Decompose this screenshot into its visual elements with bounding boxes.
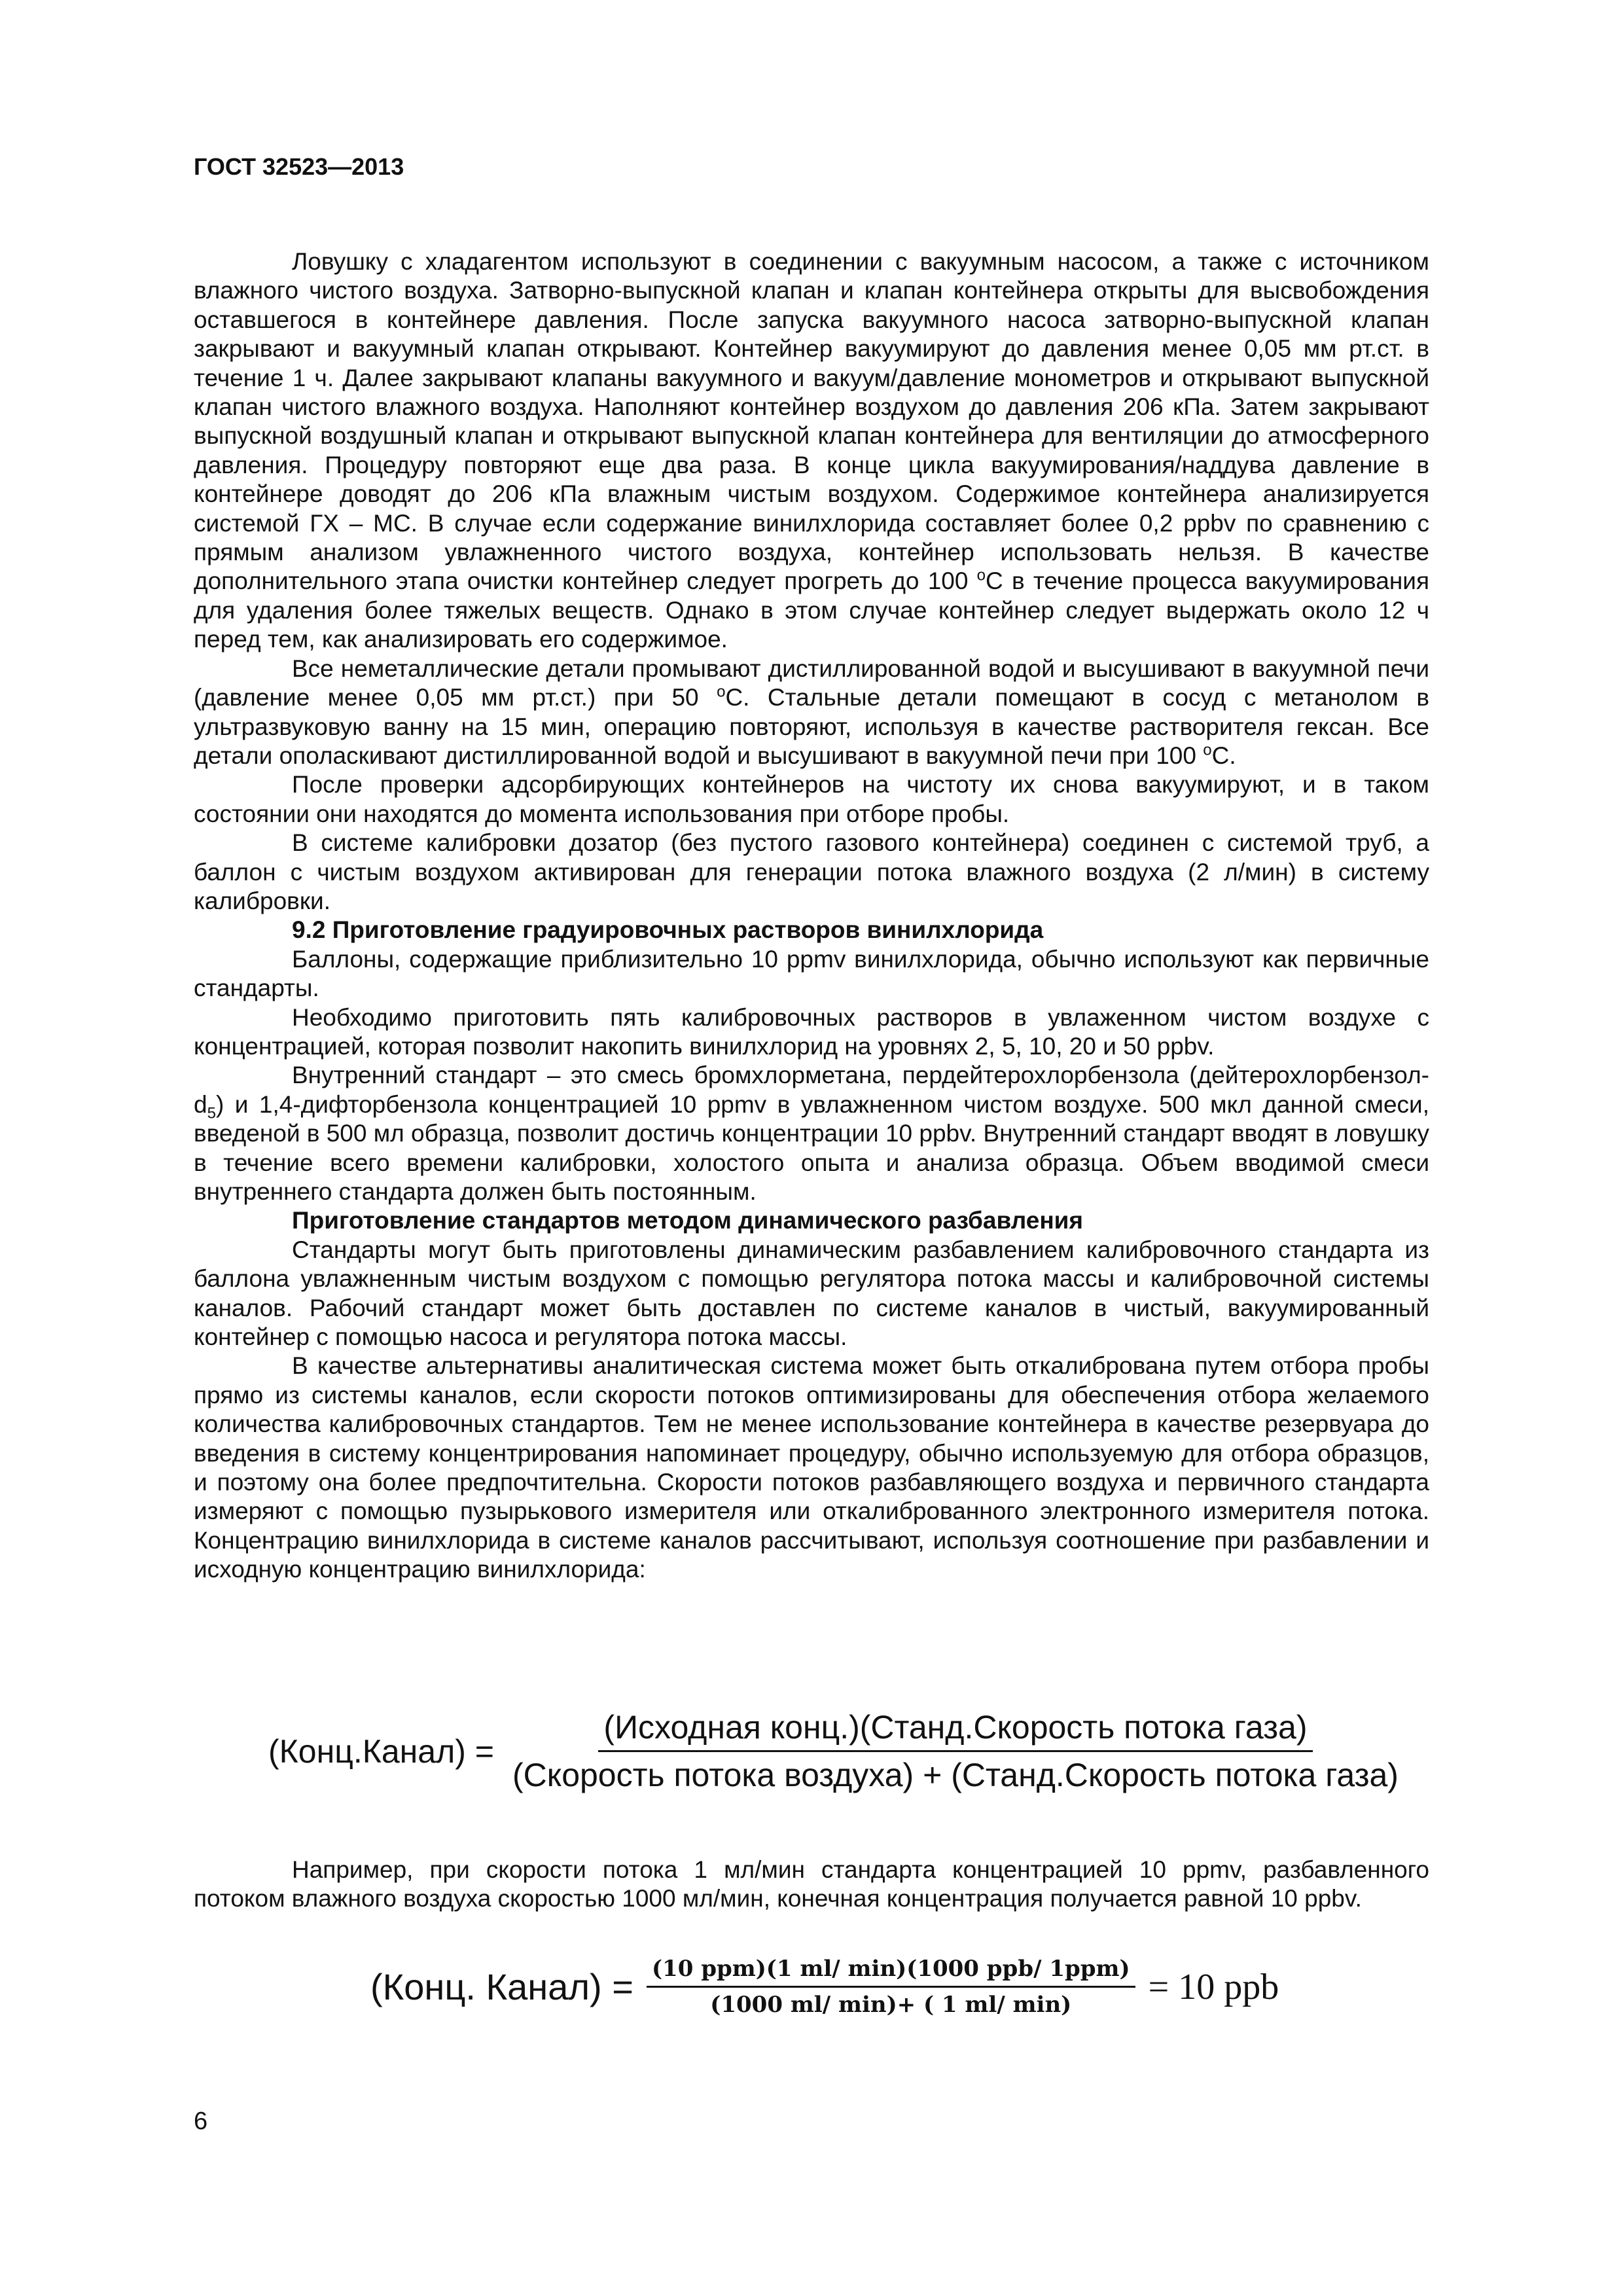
document-body bbox=[194, 247, 1429, 1585]
paragraph: В системе калибровки дозатор (без пустого газового контейнера) соединен с системой труб, а баллон с чистым воздухом активирован для генерации потока влажного воздуха (2 л/мин) в систему калибровки. bbox=[194, 829, 1429, 914]
subsection-heading: Приготовление стандартов методом динамического разбавления bbox=[292, 1207, 1084, 1234]
formula-numerator: (Исходная конц.)(Станд.Скорость потока газа) bbox=[598, 1708, 1312, 1752]
formula-fraction bbox=[507, 1708, 1404, 1794]
paragraph: Все неметаллические детали промывают дистиллированной водой и высушивают в вакуумной печи (давление менее 0,05 мм рт.ст.) при 50 $^o$С. Стальные детали помещают в сосуд с метанолом в ультразвуковую ванну на 15 мин, операцию повторяют, используя в качестве растворителя гексан. Все детали ополаскивают дистиллированной водой и высушивают в вакуумной печи при 100 $^o$С. bbox=[194, 655, 1429, 769]
formula-result: = 10 ppb bbox=[1148, 1966, 1279, 2007]
paragraph: В качестве альтернативы аналитическая система может быть откалибрована путем отбора пробы прямо из системы каналов, если скорости потоков оптимизированы для обеспечения отбора желаемого количества калибровочных стандартов. Тем не менее использование контейнера в качестве резервуара до введения в систему концентрирования напоминает процедуру, обычно используемую для отбора образцов, и поэтому она более предпочтительна. Скорости потоков разбавляющего воздуха и первичного стандарта измеряют с помощью пузырькового измерителя или откалиброванного электронного измерителя потока. Концентрацию винилхлорида в системе каналов рассчитывают, используя соотношение при разбавлении и исходную концентрацию винилхлорида: bbox=[194, 1352, 1429, 1583]
paragraph: Например, при скорости потока 1 мл/мин стандарта концентрацией 10 ppmv, разбавленного потоком влажного воздуха скоростью 1000 мл/мин, конечная концентрация получается равной 10 ppbv. bbox=[194, 1856, 1429, 1912]
paragraph: Внутренний стандарт – это смесь бромхлорметана, пердейтерохлорбензола $(дейтерохлорбензол-d_5)$ и 1,4-дифторбензола концентрацией 10 ppmv в увлажненном чистом воздухе. 500 мкл данной смеси, введеной в 500 мл образца, позволит достичь концентрации 10 ppbv. Внутренний стандарт вводят в ловушку в течение всего времени калибровки, холостого опыта и анализа образца. Объем вводимой смеси внутреннего стандарта должен быть постоянным. bbox=[194, 1062, 1429, 1205]
dilution-formula bbox=[268, 1708, 1417, 1794]
formula-fraction bbox=[647, 1956, 1135, 2018]
formula-lhs: (Конц. Канал) = bbox=[370, 1966, 633, 2007]
example-block bbox=[194, 1856, 1429, 1914]
formula-numerator: (10 ppm)(1 ml/ min)(1000 ppb/ 1ppm) bbox=[647, 1956, 1135, 1988]
document-header: ГОСТ 32523—2013 bbox=[194, 153, 404, 180]
example-formula bbox=[370, 1956, 1279, 2018]
paragraph: Баллоны, содержащие приблизительно 10 ppmv винилхлорида, обычно используют как первичные стандарты. bbox=[194, 945, 1429, 1002]
formula-denominator: (Скорость потока воздуха) + (Станд.Скорость потока газа) bbox=[512, 1757, 1399, 1793]
formula-denominator: (1000 ml/ min)+ ( 1 ml/ min) bbox=[710, 1992, 1072, 2018]
paragraph: После проверки адсорбирующих контейнеров на чистоту их снова вакуумируют, и в таком состоянии они находятся до момента использования при отборе пробы. bbox=[194, 771, 1429, 827]
paragraph: Стандарты могут быть приготовлены динамическим разбавлением калибровочного стандарта из баллона увлажненным чистым воздухом с помощью регулятора потока массы и калибровочной системы каналов. Рабочий стандарт может быть доставлен по системе каналов в чистый, вакуумированный контейнер с помощью насоса и регулятора потока массы. bbox=[194, 1236, 1429, 1351]
formula-lhs: (Конц.Канал) = bbox=[268, 1732, 494, 1770]
section-heading: 9.2 Приготовление градуировочных растворов винилхлорида bbox=[292, 916, 1044, 944]
paragraph: Ловушку с хладагентом используют в соединении с вакуумным насосом, а также с источником влажного чистого воздуха. Затворно-выпускной клапан и клапан контейнера открыты для высвобождения оставшегося в контейнере давления. После запуска вакуумного насоса затворно-выпускной клапан закрывают и вакуумный клапан открывают. Контейнер вакуумируют до давления менее 0,05 мм рт.ст. в течение 1 ч. Далее закрывают клапаны вакуумного и вакуум/давление монометров и открывают выпускной клапан чистого влажного воздуха. Наполняют контейнер воздухом до давления 206 кПа. Затем закрывают выпускной воздушный клапан и открывают выпускной клапан контейнера для вентиляции до атмосферного давления. Процедуру повторяют еще два раза. В конце цикла вакуумирования/наддува давление в контейнере доводят до 206 кПа влажным чистым воздухом. Содержимое контейнера анализируется системой ГХ – МС. В случае если содержание винилхлорида составляет более 0,2 ppbv по сравнению с прямым анализом увлажненного чистого воздуха, контейнер использовать нельзя. В качестве дополнительного этапа очистки контейнер следует прогреть до 100 $^o$С в течение процесса вакуумирования для удаления более тяжелых веществ. Однако в этом случае контейнер следует выдержать около 12 ч перед тем, как анализировать его содержимое. bbox=[194, 248, 1429, 653]
paragraph: Необходимо приготовить пять калибровочных растворов в увлаженном чистом воздухе с концентрацией, которая позволит накопить винилхлорид на уровнях 2, 5, 10, 20 и 50 ppbv. bbox=[194, 1003, 1429, 1060]
page-number: 6 bbox=[194, 2108, 208, 2135]
